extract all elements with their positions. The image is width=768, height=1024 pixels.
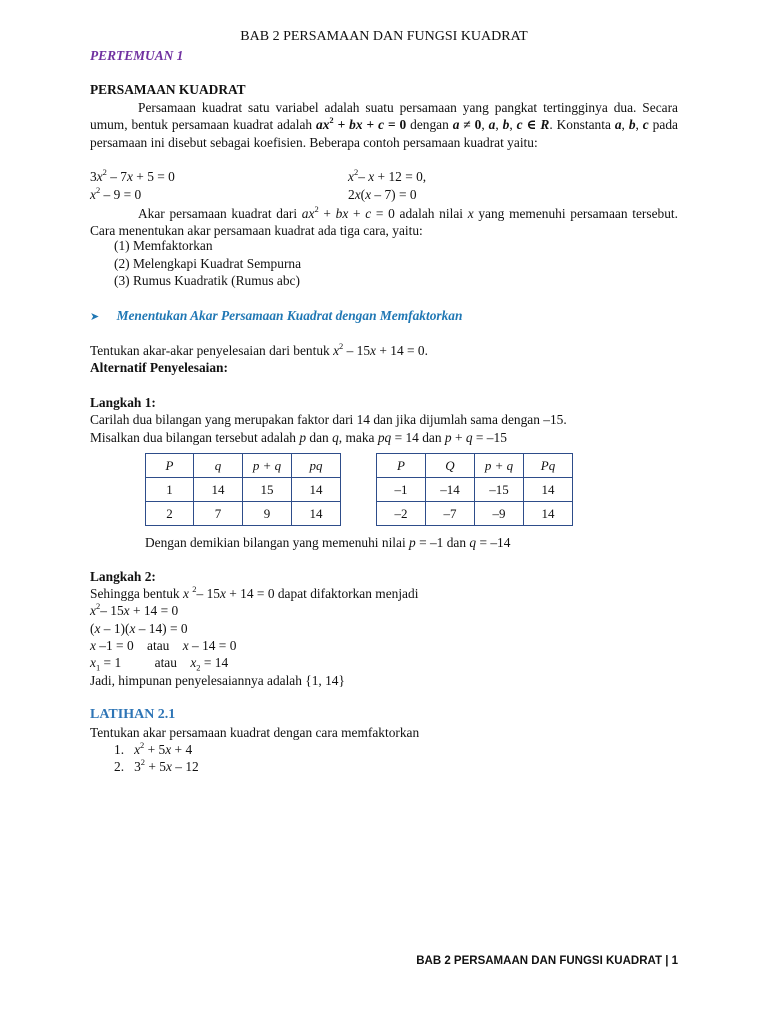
table-row xyxy=(377,478,573,502)
roots-paragraph: Akar persamaan kuadrat dari $ax^2$ + bx + c = 0 adalah nilai x yang memenuhi persamaan tersebut. Cara menentukan akar persamaan kuadrat ada tiga cara, yaitu: xyxy=(90,203,678,239)
table-cell: –2 xyxy=(377,502,426,526)
chapter-title: BAB 2 PERSAMAAN DAN FUNGSI KUADRAT xyxy=(240,29,528,44)
example-2: $x^2-$ x + 12 = 0, xyxy=(348,166,427,184)
step2-line-4: $x_1 = 1$ atau $x_2 = 14$ xyxy=(90,655,229,673)
table-header-cell: p + q xyxy=(243,454,292,478)
table-header-cell: P xyxy=(146,454,194,478)
table-cell: –1 xyxy=(377,478,426,502)
table-cell: –7 xyxy=(426,502,475,526)
table-header-cell: pq xyxy=(292,454,341,478)
table-cell: –14 xyxy=(426,478,475,502)
table-cell: 14 xyxy=(524,502,573,526)
exercise-item-1: 1. $x^2 + 5x + 4$ xyxy=(114,739,193,757)
table-cell: 9 xyxy=(243,502,292,526)
page-footer: BAB 2 PERSAMAAN DAN FUNGSI KUADRAT | 1 xyxy=(416,955,678,967)
section-heading: PERSAMAAN KUADRAT xyxy=(90,82,246,97)
step2-line-3: x –1 = 0 atau x – 14 = 0 xyxy=(90,638,237,653)
table-header-cell: q xyxy=(194,454,243,478)
example-3: $x^2 - 9 = 0$ xyxy=(90,184,142,202)
method-3: (3) Rumus Kuadratik (Rumus abc) xyxy=(114,273,300,288)
step2-line-2: (x – 1)(x – 14) = 0 xyxy=(90,621,188,636)
table-header-cell: p + q xyxy=(475,454,524,478)
table-header-row xyxy=(146,454,341,478)
table-header-cell: Pq xyxy=(524,454,573,478)
subsection-heading-row xyxy=(90,308,462,324)
table-cell: 14 xyxy=(194,478,243,502)
table-cell: 14 xyxy=(292,478,341,502)
step1-text2: Misalkan dua bilangan tersebut adalah p dan q, maka pq = 14 dan p + q = –15 xyxy=(90,430,507,445)
example-1: $3x^2 - 7x + 5 = 0$ xyxy=(90,166,175,184)
step1-title: Langkah 1: xyxy=(90,395,156,410)
table-header-cell: Q xyxy=(426,454,475,478)
table-header-row xyxy=(377,454,573,478)
subsection-heading: Menentukan Akar Persamaan Kuadrat dengan Memfaktorkan xyxy=(116,308,463,323)
arrow-bullet-icon: ➤ xyxy=(90,311,100,323)
table-cell: 14 xyxy=(292,502,341,526)
step2-line-1: $x^2-$ 15x + 14 = 0 xyxy=(90,600,179,618)
exercise-instruction: Tentukan akar persamaan kuadrat dengan cara memfaktorkan xyxy=(90,725,420,740)
example-4: 2x(x – 7) = 0 xyxy=(348,187,417,202)
table-cell: –15 xyxy=(475,478,524,502)
table-cell: 14 xyxy=(524,478,573,502)
method-1: (1) Memfaktorkan xyxy=(114,238,213,253)
alternative-heading: Alternatif Penyelesaian: xyxy=(90,360,228,375)
footer-divider xyxy=(90,945,678,946)
table-row xyxy=(146,502,341,526)
table-cell: 1 xyxy=(146,478,194,502)
problem-statement: Tentukan akar-akar penyelesaian dari bentuk $x^2 - 15x + 14 = 0$. xyxy=(90,340,428,358)
table-cell: 7 xyxy=(194,502,243,526)
table-row xyxy=(377,502,573,526)
method-2: (2) Melengkapi Kuadrat Sempurna xyxy=(114,256,302,271)
table-header-cell: P xyxy=(377,454,426,478)
step2-title: Langkah 2: xyxy=(90,569,156,584)
factor-table-negative xyxy=(376,453,573,526)
table-conclusion: Dengan demikian bilangan yang memenuhi nilai p = –1 dan q = –14 xyxy=(145,535,511,550)
step2-intro: Sehingga bentuk x $^2$– 15x + 14 = 0 dapat difaktorkan menjadi xyxy=(90,583,419,601)
intro-paragraph: Persamaan kuadrat satu variabel adalah suatu persamaan yang pangkat tertingginya dua. Secara umum, bentuk persamaan kuadrat adalah $ax^2$ + bx + c = 0 dengan a ≠ 0, a, b, c ∈ R. Konstanta a, b, c pada persamaan ini disebut sebagai koefisien. Beberapa contoh persamaan kuadrat yaitu: xyxy=(90,100,678,150)
meeting-label: PERTEMUAN 1 xyxy=(90,48,184,63)
table-cell: –9 xyxy=(475,502,524,526)
table-row xyxy=(146,478,341,502)
exercise-heading: LATIHAN 2.1 xyxy=(90,707,176,722)
exercise-item-2: 2. $3^2 + 5x - 12$ xyxy=(114,756,199,774)
solution-set: Jadi, himpunan penyelesaiannya adalah {1, 14} xyxy=(90,673,345,688)
factor-table-positive xyxy=(145,453,341,526)
table-cell: 15 xyxy=(243,478,292,502)
step1-text1: Carilah dua bilangan yang merupakan faktor dari 14 dan jika dijumlah sama dengan –15. xyxy=(90,412,567,427)
table-cell: 2 xyxy=(146,502,194,526)
